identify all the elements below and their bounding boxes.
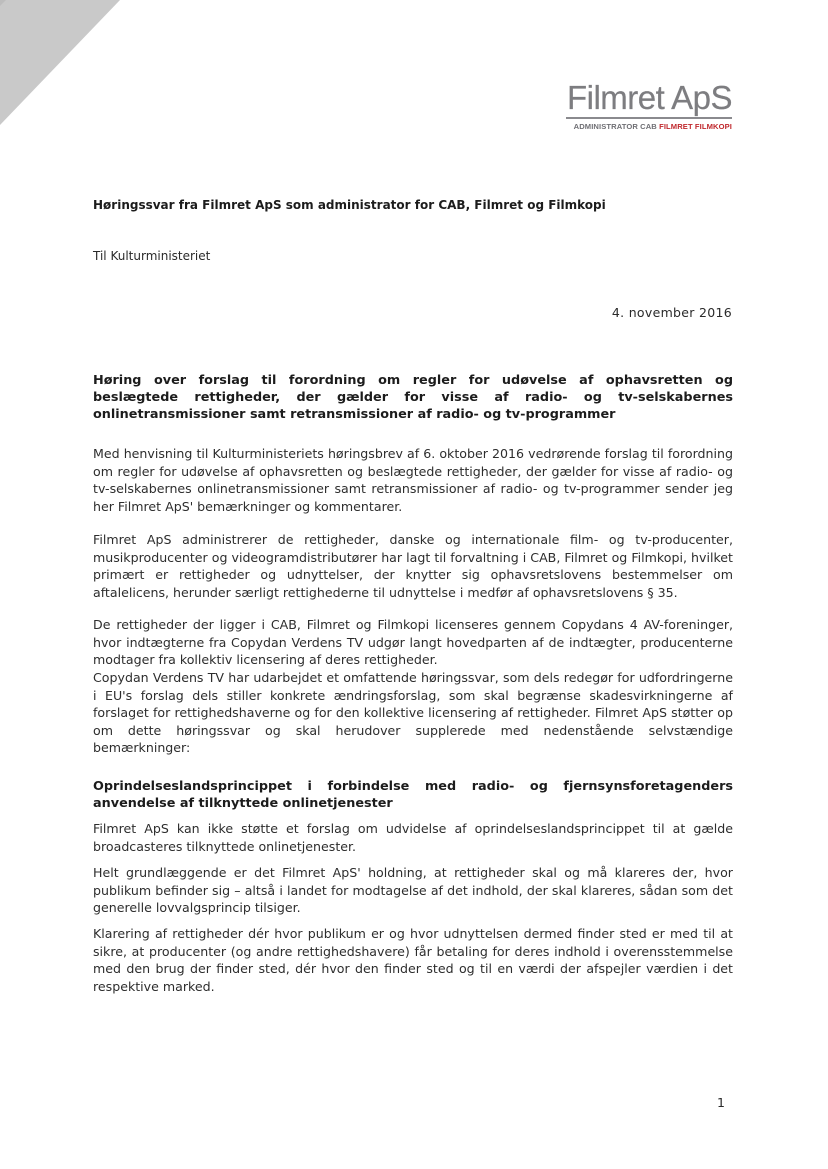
document-title: Høringssvar fra Filmret ApS som administrator for CAB, Filmret og Filmkopi bbox=[93, 198, 606, 212]
logo-divider bbox=[566, 117, 732, 119]
logo-tagline bbox=[562, 122, 732, 131]
logo-tagline-red: FILMRET FILMKOPI bbox=[659, 122, 732, 131]
paragraph: Filmret ApS administrerer de rettigheder, danske og internationale film- og tv-producenter, musikproducenter og videogramdistributører har lagt til forvaltning i CAB, Filmret og Filmkopi, hvilket primært er rettigheder og udnyttelser, der knytter sig ophavsretslovens bestemmelser om aftalelicens, herunder særligt rettighederne til udnyttelse i medfør af ophavsretslovens § 35. bbox=[93, 532, 733, 600]
paragraph: Copydan Verdens TV har udarbejdet et omfattende høringssvar, som dels redegør for udfordringerne i EU's forslag dels stiller konkrete ændringsforslag, som skal begrænse skadesvirkningerne af forslaget for rettighedshaverne og for den kollektive licensering af rettigheder. Filmret ApS støtter op om dette høringssvar og skal herudover supplerede med nedenstående selvstændige bemærkninger: bbox=[93, 670, 733, 756]
paragraph: Med henvisning til Kulturministeriets høringsbrev af 6. oktober 2016 vedrørende forslag til forordning om regler for udøvelse af ophavsretten og beslægtede rettigheder, der gælder for visse af radio- og tv-selskabernes onlinetransmissioner samt retransmissioner af radio- og tv-programmer sender jeg her Filmret ApS' bemærkninger og kommentarer. bbox=[93, 446, 733, 514]
document-date: 4. november 2016 bbox=[611, 305, 732, 320]
section-heading: Oprindelseslandsprincippet i forbindelse med radio- og fjernsynsforetagenders anvendelse af tilknyttede onlinetjenester bbox=[93, 779, 733, 811]
paragraph: Helt grundlæggende er det Filmret ApS' holdning, at rettigheder skal og må klareres der, hvor publikum befinder sig – altså i landet for modtagelse af det indhold, der skal klareres, sådan som det generelle lovvalgsprincip tilsiger. bbox=[93, 865, 733, 916]
company-logo bbox=[562, 80, 732, 131]
page-corner-fold bbox=[0, 0, 120, 125]
paragraph: Filmret ApS kan ikke støtte et forslag om udvidelse af oprindelseslandsprincippet til at gælde broadcasteres tilknyttede onlinetjenester. bbox=[93, 821, 733, 854]
logo-wordmark: Filmret ApS bbox=[566, 79, 732, 116]
recipient-line: Til Kulturministeriet bbox=[93, 249, 211, 263]
page-number: 1 bbox=[717, 1095, 725, 1110]
paragraph: De rettigheder der ligger i CAB, Filmret og Filmkopi licenseres gennem Copydans 4 AV-foreninger, hvor indtægterne fra Copydan Verdens TV udgør langt hovedparten af de indtægter, producenterne modtager fra kollektiv licensering af deres rettigheder. bbox=[93, 617, 733, 668]
consultation-heading: Høring over forslag til forordning om regler for udøvelse af ophavsretten og beslægtede rettigheder, der gælder for visse af radio- og tv-selskabernes onlinetransmissioner samt retransmissioner af radio- og tv-programmer bbox=[93, 373, 733, 422]
logo-tagline-grey: ADMINISTRATOR CAB bbox=[573, 122, 657, 131]
paragraph: Klarering af rettigheder dér hvor publikum er og hvor udnyttelsen dermed finder sted er med til at sikre, at producenter (og andre rettighedshavere) får betaling for deres indhold i overensstemmelse med den brug der finder sted, dér hvor den finder sted og til en værdi der afspejler værdien i det respektive marked. bbox=[93, 926, 733, 994]
